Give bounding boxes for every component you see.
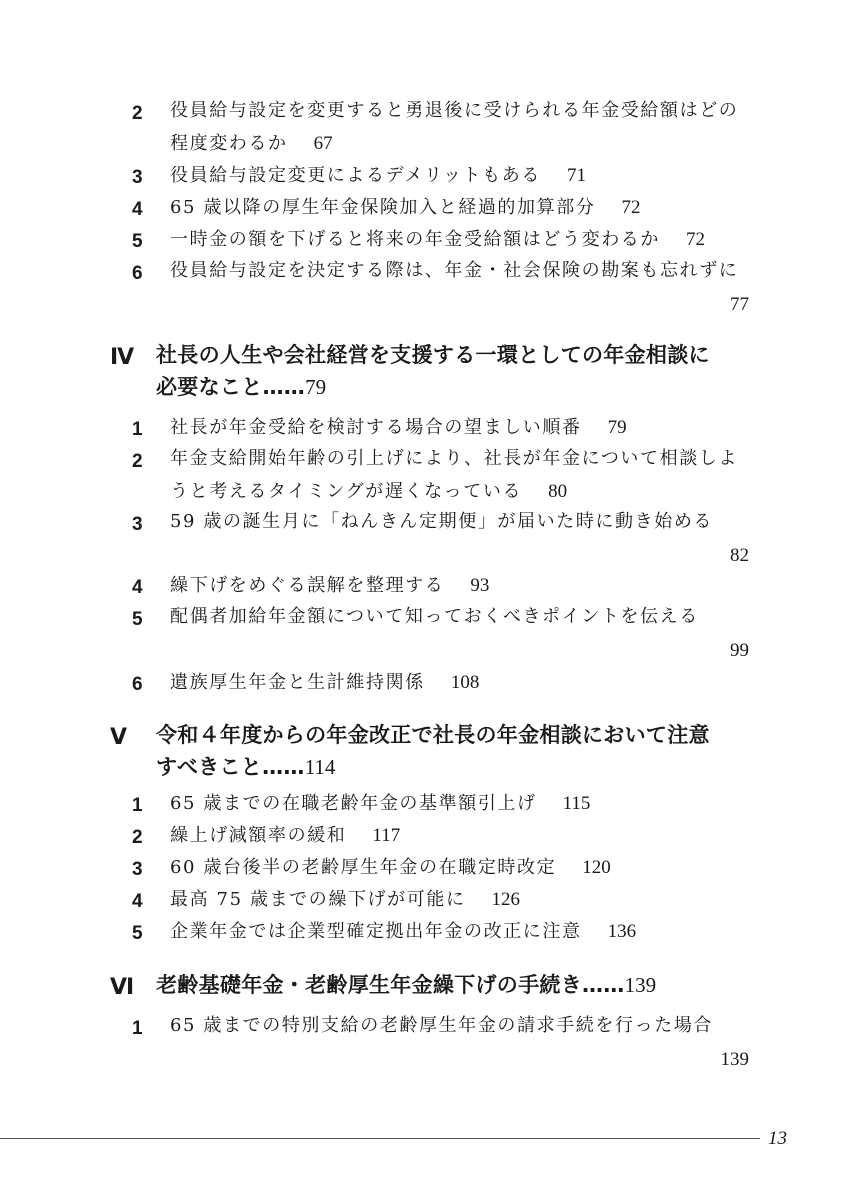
item-number: 2 (132, 103, 143, 124)
item-title: 最高 75 歳までの繰下げが可能に 126 (170, 889, 521, 910)
item-title: 役員給与設定変更によるデメリットもある 71 (170, 165, 586, 186)
section-title: 令和４年度からの年金改正で社長の年金相談において注意 (156, 723, 710, 747)
item-title: 繰下げをめぐる誤解を整理する 93 (170, 575, 490, 596)
item-number: 1 (132, 1018, 143, 1039)
section-title: 社長の人生や会社経営を支援する一環としての年金相談に (156, 343, 710, 367)
item-title: 65 歳までの特別支給の老齢厚生年金の請求手続を行った場合 (170, 1015, 714, 1036)
item-page-number: 117 (372, 825, 401, 846)
item-page-number: 71 (566, 165, 586, 186)
section-title: 老齢基礎年金・老齢厚生年金繰下げの手続き……139 (156, 973, 657, 997)
item-title: 企業年金では企業型確定拠出年金の改正に注意 136 (170, 921, 637, 942)
item-page-number: 136 (607, 921, 637, 942)
item-title: 一時金の額を下げると将来の年金受給額はどう変わるか 72 (170, 229, 705, 250)
section-title-continued: 必要なこと……79 (156, 375, 327, 399)
section-title-continued: すべきこと……114 (156, 755, 336, 779)
item-number: 3 (132, 514, 143, 535)
item-title: 65 歳までの在職老齢年金の基準額引上げ 115 (170, 793, 591, 814)
item-page-number: 77 (730, 294, 749, 315)
item-page-number: 120 (582, 857, 611, 878)
item-number: 2 (132, 827, 143, 848)
item-page-number: 99 (730, 640, 749, 661)
item-number: 3 (132, 167, 143, 188)
page-number: 13 (768, 1128, 787, 1149)
item-page-number: 82 (730, 545, 749, 566)
item-title: 役員給与設定を変更すると勇退後に受けられる年金受給額はどの (170, 100, 739, 121)
item-title: 年金支給開始年齢の引上げにより、社長が年金について相談しよ (170, 448, 739, 469)
item-number: 5 (132, 923, 143, 944)
item-page-number: 67 (313, 133, 333, 154)
section-number: Ⅳ (110, 344, 135, 369)
item-number: 1 (132, 419, 143, 440)
item-page-number: 93 (470, 575, 490, 596)
item-page-number: 80 (548, 481, 568, 502)
item-title: 配偶者加給年金額について知っておくべきポイントを伝える (170, 606, 699, 627)
item-number: 4 (132, 199, 143, 220)
section-page-number: 139 (624, 973, 657, 997)
item-number: 4 (132, 891, 143, 912)
item-number: 3 (132, 859, 143, 880)
section-page-number: 79 (305, 375, 327, 399)
item-number: 6 (132, 263, 143, 284)
item-number: 5 (132, 609, 143, 630)
item-title: 社長が年金受給を検討する場合の望ましい順番 79 (170, 417, 627, 438)
item-number: 6 (132, 674, 143, 695)
footer-rule (0, 1138, 760, 1139)
item-page-number: 139 (720, 1049, 749, 1070)
item-title-continued: 程度変わるか 67 (170, 133, 333, 154)
item-page-number: 115 (562, 793, 591, 814)
item-page-number: 126 (491, 889, 521, 910)
item-title-continued: うと考えるタイミングが遅くなっている 80 (170, 481, 568, 502)
item-page-number: 72 (686, 229, 705, 250)
item-title: 繰上げ減額率の緩和 117 (170, 825, 401, 846)
item-page-number: 108 (450, 672, 480, 693)
item-title: 59 歳の誕生月に「ねんきん定期便」が届いた時に動き始める (170, 511, 714, 532)
section-number: Ⅵ (110, 974, 135, 999)
item-title: 65 歳以降の厚生年金保険加入と経過的加算部分 72 (170, 197, 641, 218)
item-title: 60 歳台後半の老齢厚生年金の在職定時改定 120 (170, 857, 611, 878)
item-number: 4 (132, 577, 143, 598)
item-page-number: 72 (621, 197, 641, 218)
item-number: 5 (132, 231, 143, 252)
item-title: 役員給与設定を決定する際は、年金・社会保険の勘案も忘れずに (170, 260, 739, 281)
item-number: 2 (132, 451, 143, 472)
item-page-number: 79 (607, 417, 627, 438)
item-title: 遺族厚生年金と生計維持関係 108 (170, 672, 480, 693)
item-number: 1 (132, 795, 143, 816)
section-page-number: 114 (304, 755, 336, 779)
section-number: Ⅴ (110, 724, 128, 749)
